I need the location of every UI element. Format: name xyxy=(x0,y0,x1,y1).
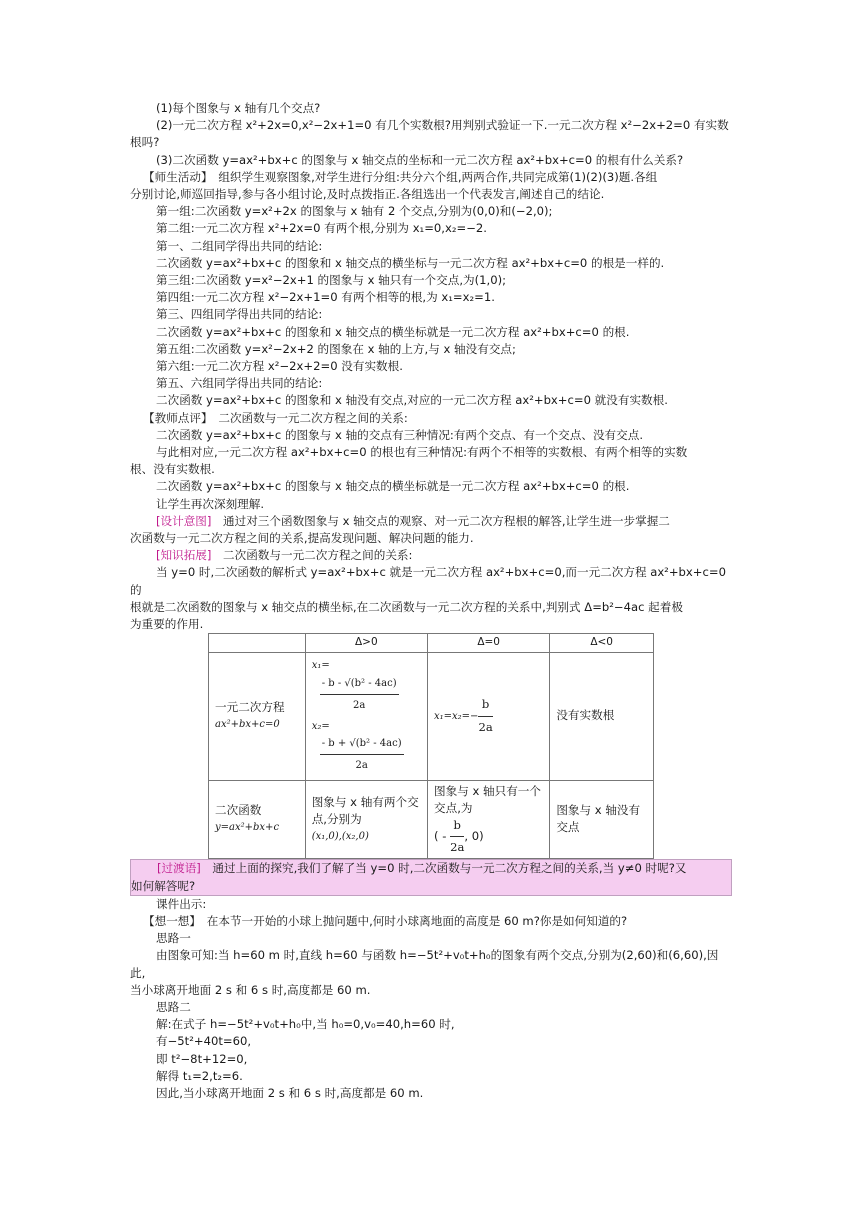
idea-1-heading: 思路一 xyxy=(156,931,191,946)
review-2: 与此相对应,一元二次方程 ax²+bx+c=0 的根也有三种情况:有两个不相等的实数根、有两个相等的实数 xyxy=(156,445,688,460)
solution-2: 有−5t²+40t=60, xyxy=(156,1034,252,1049)
groups-12-heading: 第一、二组同学得出共同的结论: xyxy=(156,238,323,253)
knowledge-ext-tag: [知识拓展] xyxy=(156,548,212,563)
solution-3: 即 t²−8t+12=0, xyxy=(156,1051,248,1066)
courseware-show: 课件出示: xyxy=(156,896,207,911)
knowledge-ext-line2: 根就是二次函数的图象与 x 轴交点的横坐标,在二次函数与一元二次方程的关系中,判别式 Δ=b²−4ac 起着极 xyxy=(130,599,683,614)
transition-tag: [过渡语] xyxy=(157,861,201,876)
group-3: 第三组:二次函数 y=x²−2x+1 的图象与 x 轴只有一个交点,为(1,0); xyxy=(156,273,506,288)
roots-equal: x₁=x₂=− $\frac{b}{2a}$ xyxy=(428,652,550,780)
group-2: 第二组:一元二次方程 x²+2x=0 有两个根,分别为 x₁=0,x₂=−2. xyxy=(156,221,487,236)
groups-12-conclusion: 二次函数 y=ax²+bx+c 的图象和 x 轴交点的横坐标与一元二次方程 ax²+bx+c=0 的根是一样的. xyxy=(156,255,665,270)
solution-4: 解得 t₁=2,t₂=6. xyxy=(156,1068,243,1083)
design-intent-cont: 次函数与一元二次方程之间的关系,提高发现问题、解决问题的能力. xyxy=(130,531,474,546)
idea-1-cont: 当小球离开地面 2 s 和 6 s 时,高度都是 60 m. xyxy=(130,982,371,997)
knowledge-ext-line3: 为重要的作用. xyxy=(130,617,204,632)
row-function-label: 二次函数 y=ax²+bx+c xyxy=(209,780,306,859)
header-delta-lt0: Δ<0 xyxy=(550,634,654,652)
roots-two: x₁= $\frac{\text{- b - √(b² - 4ac)}}{2a}$ x₂= $\frac{\text{- b + √(b² - 4ac)}}{2a}$ xyxy=(305,652,427,780)
groups-34-conclusion: 二次函数 y=ax²+bx+c 的图象和 x 轴交点的横坐标就是一元二次方程 ax²+bx+c=0 的根. xyxy=(156,324,630,339)
group-1: 第一组:二次函数 y=x²+2x 的图象与 x 轴有 2 个交点,分别为(0,0)和(−2,0); xyxy=(156,204,553,219)
question-3: (3)二次函数 y=ax²+bx+c 的图象与 x 轴交点的坐标和一元二次方程 ax²+bx+c=0 的根有什么关系? xyxy=(156,152,684,167)
group-4: 第四组:一元二次方程 x²−2x+1=0 有两个相等的根,为 x₁=x₂=1. xyxy=(156,290,495,305)
knowledge-ext-text: 二次函数与一元二次方程之间的关系: xyxy=(211,548,413,563)
question-2-cont: 根吗? xyxy=(130,135,160,150)
header-delta-gt0: Δ>0 xyxy=(305,634,427,652)
teacher-review: 【教师点评】 二次函数与一元二次方程之间的关系: xyxy=(143,410,408,425)
think-question: 【想一想】 在本节一开始的小球上抛问题中,何时小球离地面的高度是 60 m?你是如何知道的? xyxy=(143,913,628,928)
intersections-one: 图象与 x 轴只有一个交点,为 ( - $\frac{b}{2a}$ , 0) xyxy=(428,780,550,859)
intersections-none: 图象与 x 轴没有交点 xyxy=(550,780,654,859)
review-4: 让学生再次深刻理解. xyxy=(156,496,265,511)
group-6: 第六组:一元二次方程 x²−2x+2=0 没有实数根. xyxy=(156,359,403,374)
transition-text: 通过上面的探究,我们了解了当 y=0 时,二次函数与一元二次方程之间的关系,当 y≠0 时呢?又 xyxy=(200,861,687,876)
review-3: 二次函数 y=ax²+bx+c 的图象与 x 轴交点的横坐标就是一元二次方程 ax²+bx+c=0 的根. xyxy=(156,479,630,494)
roots-none: 没有实数根 xyxy=(550,652,654,780)
idea-2-heading: 思路二 xyxy=(156,999,191,1014)
review-1: 二次函数 y=ax²+bx+c 的图象与 x 轴的交点有三种情况:有两个交点、有一个交点、没有交点. xyxy=(156,427,644,442)
design-intent-text: 通过对三个函数图象与 x 轴交点的观察、对一元二次方程根的解答,让学生进一步掌握二 xyxy=(211,513,670,528)
solution-5: 因此,当小球离开地面 2 s 和 6 s 时,高度都是 60 m. xyxy=(156,1085,424,1100)
document-page xyxy=(130,100,732,1102)
groups-34-heading: 第三、四组同学得出共同的结论: xyxy=(156,307,323,322)
review-2-cont: 根、没有实数根. xyxy=(130,462,215,477)
header-delta-eq0: Δ=0 xyxy=(428,634,550,652)
groups-56-conclusion: 二次函数 y=ax²+bx+c 的图象和 x 轴没有交点,对应的一元二次方程 ax²+bx+c=0 就没有实数根. xyxy=(156,393,668,408)
group-5: 第五组:二次函数 y=x²−2x+2 的图象在 x 轴的上方,与 x 轴没有交点; xyxy=(156,341,516,356)
question-2: (2)一元二次方程 x²+2x=0,x²−2x+1=0 有几个实数根?用判别式验证一下.一元二次方程 x²−2x+2=0 有实数 xyxy=(156,118,729,133)
row-equation-label: 一元二次方程 ax²+bx+c=0 xyxy=(209,652,306,780)
activity-text-cont: 分别讨论,师巡回指导,参与各小组讨论,及时点拨指正.各组选出一个代表发言,阐述自己的结论. xyxy=(130,187,605,202)
discriminant-table xyxy=(208,633,654,859)
groups-56-heading: 第五、六组同学得出共同的结论: xyxy=(156,376,323,391)
question-1: (1)每个图象与 x 轴有几个交点? xyxy=(156,101,321,115)
transition-box xyxy=(130,859,732,895)
transition-cont: 如何解答呢? xyxy=(131,878,196,893)
intersections-two: 图象与 x 轴有两个交点,分别为 (x₁,0),(x₂,0) xyxy=(305,780,427,859)
knowledge-ext-line: 当 y=0 时,二次函数的解析式 y=ax²+bx+c 就是一元二次方程 ax²+bx+c=0,而一元二次方程 ax²+bx+c=0 的 xyxy=(130,565,726,597)
design-intent-tag: [设计意图] xyxy=(156,513,212,528)
idea-1-text: 由图象可知:当 h=60 m 时,直线 h=60 与函数 h=−5t²+v₀t+h₀的图象有两个交点,分别为(2,60)和(6,60),因此, xyxy=(130,948,719,980)
solution-1: 解:在式子 h=−5t²+v₀t+h₀中,当 h₀=0,v₀=40,h=60 时, xyxy=(156,1017,455,1032)
activity-text: 【师生活动】 组织学生观察图象,对学生进行分组:共分六个组,两两合作,共同完成第(1)(2)(3)题.各组 xyxy=(143,169,658,184)
